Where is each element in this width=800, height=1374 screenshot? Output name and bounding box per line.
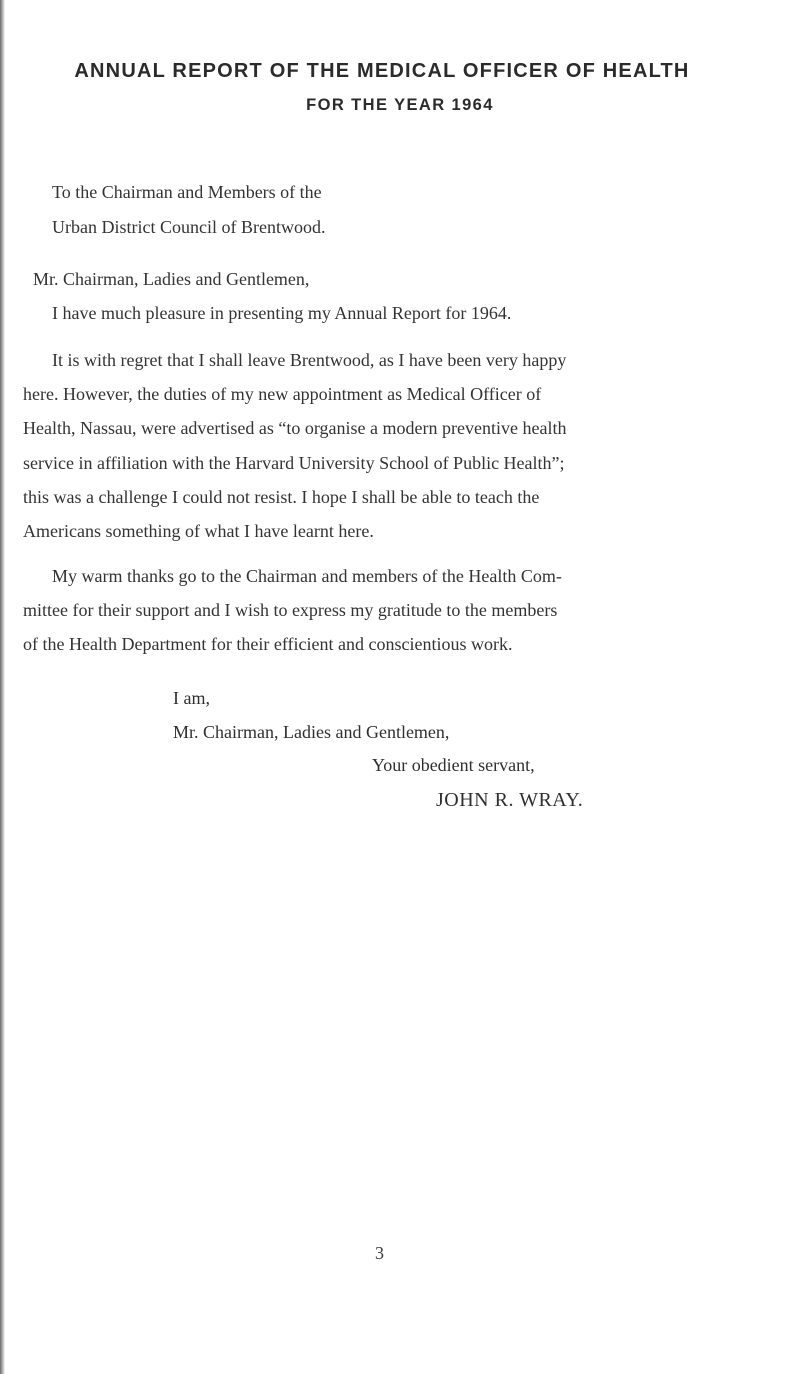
page-binding-edge xyxy=(0,0,5,1374)
paragraph-line: Americans something of what I have learnt here. xyxy=(23,521,374,541)
paragraph-line: here. However, the duties of my new appointment as Medical Officer of xyxy=(23,384,542,404)
report-year: FOR THE YEAR 1964 xyxy=(306,96,494,114)
salutation: Mr. Chairman, Ladies and Gentlemen, xyxy=(33,269,310,289)
address-line: Urban District Council of Brentwood. xyxy=(52,217,326,237)
report-title: ANNUAL REPORT OF THE MEDICAL OFFICER OF HEALTH xyxy=(74,60,690,82)
paragraph-line: I have much pleasure in presenting my Annual Report for 1964. xyxy=(52,303,512,323)
paragraph-line: My warm thanks go to the Chairman and members of the Health Com- xyxy=(52,566,562,586)
paragraph-line: mittee for their support and I wish to express my gratitude to the members xyxy=(23,600,558,620)
page-number: 3 xyxy=(375,1243,384,1263)
address-line: To the Chairman and Members of the xyxy=(52,182,322,202)
paragraph-line: of the Health Department for their efficient and conscientious work. xyxy=(23,634,513,654)
closing-address: Mr. Chairman, Ladies and Gentlemen, xyxy=(173,722,450,742)
paragraph-line: this was a challenge I could not resist. I hope I shall be able to teach the xyxy=(23,487,540,507)
paragraph-line: It is with regret that I shall leave Brentwood, as I have been very happy xyxy=(52,350,567,370)
closing-i-am: I am, xyxy=(173,688,210,708)
closing-valediction: Your obedient servant, xyxy=(372,755,535,775)
paragraph-line: service in affiliation with the Harvard University School of Public Health”; xyxy=(23,453,565,473)
paragraph-line: Health, Nassau, were advertised as “to organise a modern preventive health xyxy=(23,418,567,438)
signature-name: JOHN R. WRAY. xyxy=(436,789,584,811)
